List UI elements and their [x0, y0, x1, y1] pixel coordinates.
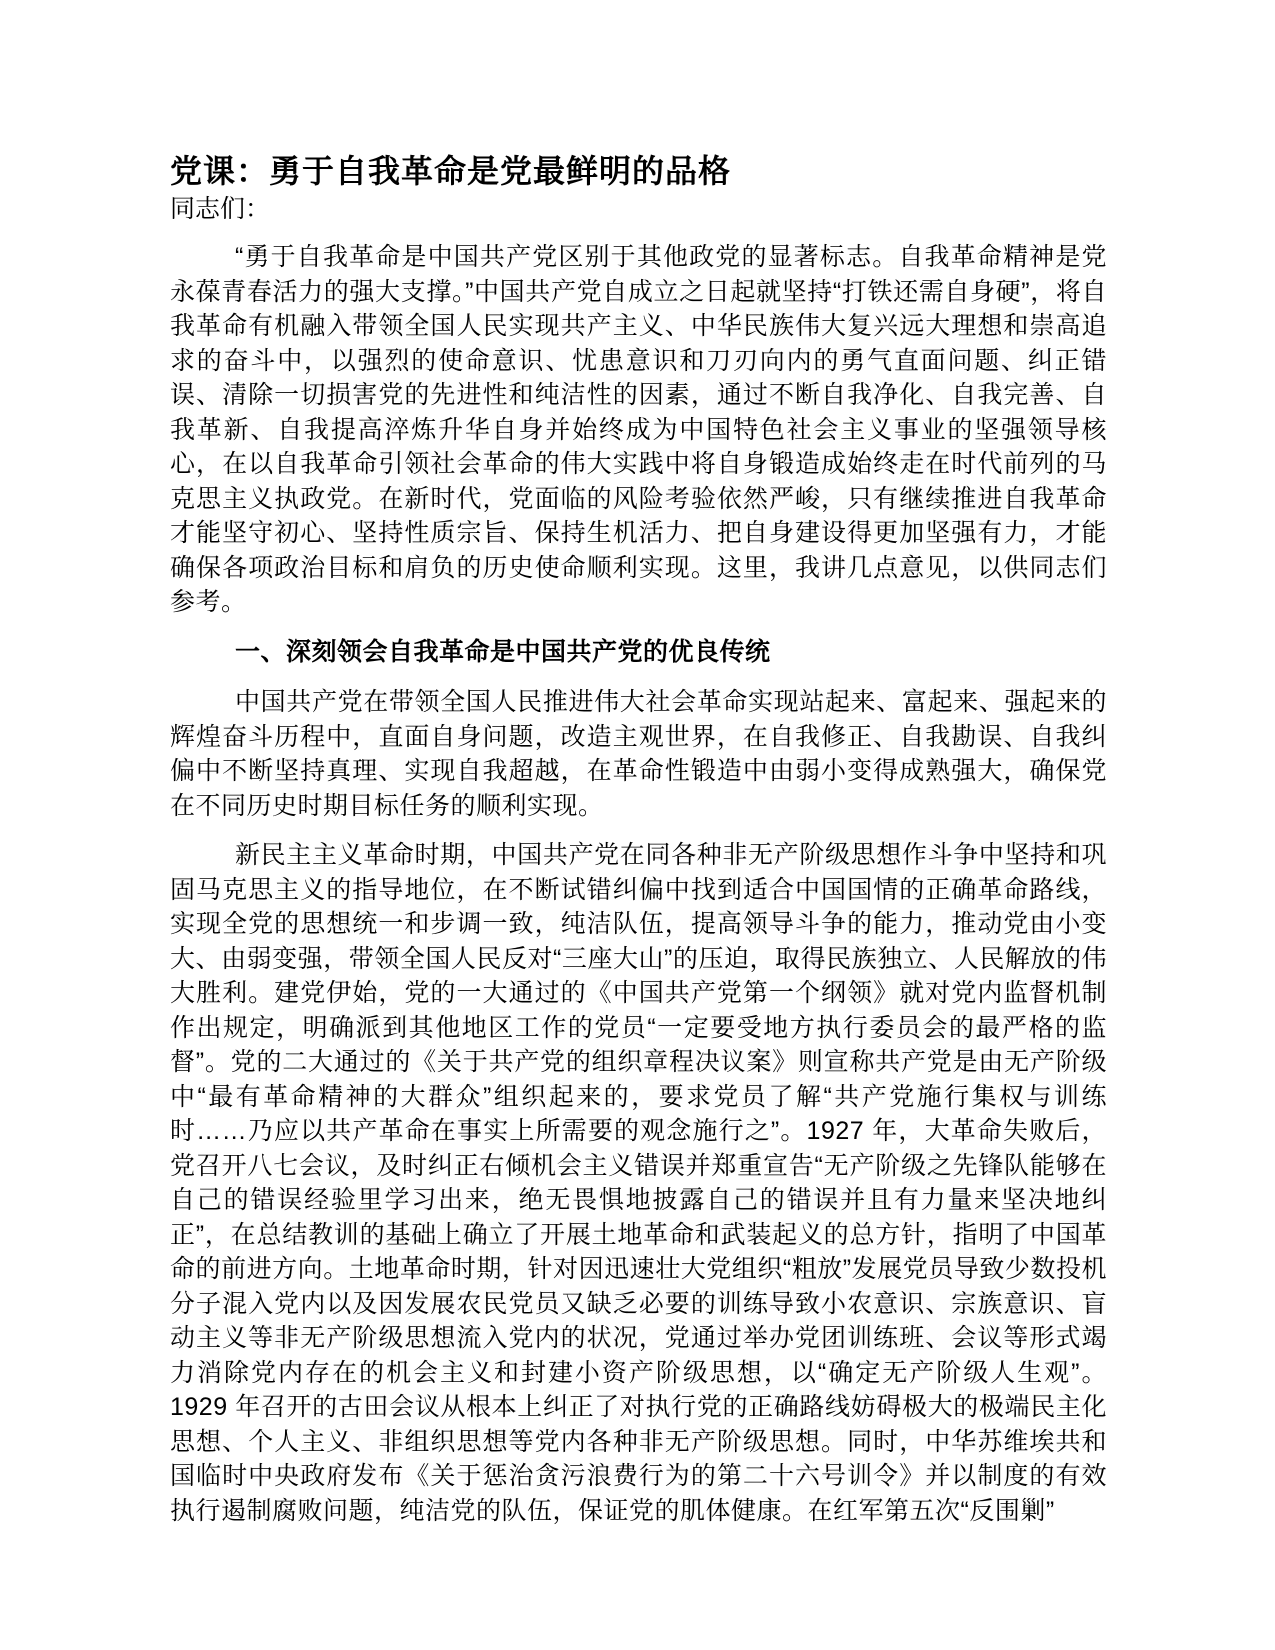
section-1-paragraph-1: 中国共产党在带领全国人民推进伟大社会革命实现站起来、富起来、强起来的辉煌奋斗历程中，直面自身问题，改造主观世界，在自我修正、自我勘误、自我纠偏中不断坚持真理、实现自我超越，在革命性锻造中由弱小变得成熟强大，确保党在不同历史时期目标任务的顺利实现。: [170, 688, 1107, 820]
intro-paragraph: “勇于自我革命是中国共产党区别于其他政党的显著标志。自我革命精神是党永葆青春活力的强大支撑。”中国共产党自成立之日起就坚持“打铁还需自身硬”，将自我革命有机融入带领全国人民实现共产主义、中华民族伟大复兴远大理想和崇高追求的奋斗中，以强烈的使命意识、忧患意识和刀刃向内的勇气直面问题、纠正错误、清除一切损害党的先进性和纯洁性的因素，通过不断自我净化、自我完善、自我革新、自我提高淬炼升华自身并始终成为中国特色社会主义事业的坚强领导核心，在以自我革命引领社会革命的伟大实践中将自身锻造成始终走在时代前列的马克思主义执政党。在新时代，党面临的风险考验依然严峻，只有继续推进自我革命才能坚守初心、坚持性质宗旨、保持生机活力、把自身建设得更加坚强有力，才能确保各项政治目标和肩负的历史使命顺利实现。这里，我讲几点意见，以供同志们参考。: [170, 243, 1107, 616]
document-title: 党课：勇于自我革命是党最鲜明的品格: [170, 153, 732, 189]
section-1-heading: 一、深刻领会自我革命是中国共产党的优良传统: [235, 637, 771, 666]
section-1-paragraph-2: 新民主主义革命时期，中国共产党在同各种非无产阶级思想作斗争中坚持和巩固马克思主义的指导地位，在不断试错纠偏中找到适合中国国情的正确革命路线，实现全党的思想统一和步调一致，纯洁队伍，提高领导斗争的能力，推动党由小变大、由弱变强，带领全国人民反对“三座大山”的压迫，取得民族独立、人民解放的伟大胜利。建党伊始，党的一大通过的《中国共产党第一个纲领》就对党内监督机制作出规定，明确派到其他地区工作的党员“一定要受地方执行委员会的最严格的监督”。党的二大通过的《关于共产党的组织章程决议案》则宣称共产党是由无产阶级中“最有革命精神的大群众”组织起来的，要求党员了解“共产党施行集权与训练时……乃应以共产革命在事实上所需要的观念施行之”。1927 年，大革命失败后，党召开八七会议，及时纠正右倾机会主义错误并郑重宣告“无产阶级之先锋队能够在自己的错误经验里学习出来，绝无畏惧地披露自己的错误并且有力量来坚决地纠正”，在总结教训的基础上确立了开展土地革命和武装起义的总方针，指明了中国革命的前进方向。土地革命时期，针对因迅速壮大党组织“粗放”发展党员导致少数投机分子混入党内以及因发展农民党员又缺乏必要的训练导致小农意识、宗族意识、盲动主义等非无产阶级思想流入党内的状况，党通过举办党团训练班、会议等形式竭力消除党内存在的机会主义和封建小资产阶级思想，以“确定无产阶级人生观”。1929 年召开的古田会议从根本上纠正了对执行党的正确路线妨碍极大的极端民主化思想、个人主义、非组织思想等党内各种非无产阶级思想。同时，中华苏维埃共和国临时中央政府发布《关于惩治贪污浪费行为的第二十六号训令》并以制度的有效执行遏制腐败问题，纯洁党的队伍，保证党的肌体健康。在红军第五次“反围剿”: [170, 841, 1107, 1525]
salutation: 同志们：: [170, 195, 271, 223]
